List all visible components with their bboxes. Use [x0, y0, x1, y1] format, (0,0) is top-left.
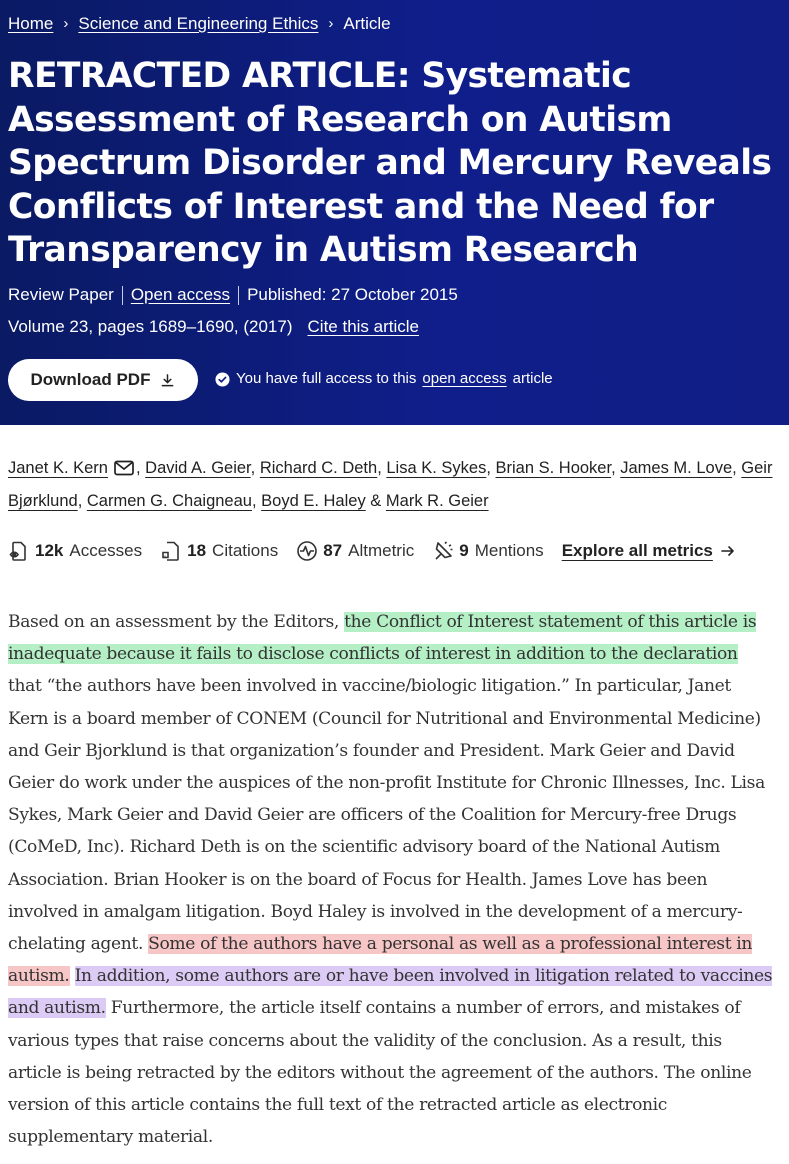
volume-info: Volume 23, pages 1689–1690, (2017) — [8, 317, 293, 336]
metric-mentions — [432, 538, 543, 564]
metric-accesses — [8, 538, 142, 564]
breadcrumb-current: Article — [343, 14, 391, 33]
author-link[interactable]: David A. Geier — [145, 459, 251, 477]
article-header — [0, 0, 789, 425]
divider — [238, 286, 239, 305]
explore-metrics-label: Explore all metrics — [561, 541, 713, 560]
article-meta — [8, 284, 458, 306]
accesses-label: Accesses — [69, 541, 143, 560]
highlight-red: Some of the authors have a personal as well as a professional interest in autism. — [8, 934, 753, 987]
open-access-link[interactable]: Open access — [130, 285, 231, 304]
access-open-access-link[interactable]: open access — [422, 370, 507, 387]
citations-value: 18 — [187, 541, 207, 560]
author-conjunction: & — [370, 491, 382, 510]
chevron-right-icon: › — [328, 15, 334, 32]
author-list: Janet K. Kern , David A. Geier, Richard C. Deth, Lisa K. Sykes, Brian S. Hooker, James M. Love, Geir Bjørklund, Carmen G. Chaigneau, Boyd E. Haley & Mark R. Geier — [8, 459, 773, 510]
breadcrumb-journal[interactable]: Science and Engineering Ethics — [78, 14, 319, 33]
author-link[interactable]: Carmen G. Chaigneau — [86, 491, 252, 510]
access-status — [215, 369, 553, 389]
article-citation-info — [8, 316, 419, 338]
breadcrumb — [8, 13, 391, 35]
arrow-right-icon — [721, 544, 735, 558]
check-circle-icon — [215, 372, 230, 387]
access-text-prefix: You have full access to this — [236, 370, 417, 387]
author-link[interactable]: Janet K. Kern — [8, 459, 108, 477]
body-text-main: that “the authors have been involved in vaccine/biologic litigation.” In particular, Janet Kern is a board member of CONEM (Council for Nutritional and Environmental Medicine) and Geir Bjorklund is that organization’s founder and President. Mark Geier and David Geier do work under the auspices of the non-profit Institute for Chronic Illnesses, Inc. Lisa Sykes, Mark Geier and David Geier are officers of the Coalition for Mercury-free Drugs (CoMeD, Inc). Richard Deth is on the scientific advisory board of the National Autism Association. Brian Hooker is on the board of Focus for Health. James Love has been involved in amalgam litigation. Boyd Haley is involved in the development of a mercury-chelating agent. — [8, 676, 765, 955]
retraction-notice — [8, 606, 776, 1153]
accesses-icon — [8, 540, 30, 562]
citations-icon — [160, 540, 182, 562]
altmetric-icon — [296, 540, 318, 562]
metric-citations — [160, 538, 278, 564]
body-text-conclusion: Furthermore, the article itself contains a number of errors, and mistakes of various types that raise concerns about the validity of the conclusion. As a result, this article is being retracted by the editors without the agreement of the authors. The online version of this article contains the full text of the retracted article as electronic supplementary material. — [8, 998, 752, 1148]
author-link[interactable]: Richard C. Deth — [259, 459, 378, 477]
published-date: Published: 27 October 2015 — [247, 285, 458, 304]
page-title: RETRACTED ARTICLE: Systematic Assessment of Research on Autism Spectrum Disorder and Mercury Reveals Conflicts of Interest and the Need for Transparency in Autism Research — [8, 56, 772, 270]
altmetric-value: 87 — [323, 541, 343, 560]
envelope-icon[interactable] — [114, 460, 134, 476]
author-link[interactable]: Lisa K. Sykes — [386, 459, 487, 477]
author-link[interactable]: Brian S. Hooker — [495, 459, 612, 477]
mentions-label: Mentions — [474, 541, 544, 560]
highlight-green: the Conflict of Interest statement of this article is inadequate because it fails to disclose conflicts of interest in addition to the declaration — [8, 612, 757, 665]
metric-altmetric — [296, 538, 414, 564]
download-pdf-label: Download PDF — [30, 370, 151, 389]
access-text-suffix: article — [512, 370, 553, 387]
highlight-purple: In addition, some authors are or have been involved in litigation related to vaccines and autism. — [8, 966, 773, 1019]
body-text-intro: Based on an assessment by the Editors, — [8, 612, 345, 632]
altmetric-label: Altmetric — [348, 541, 415, 560]
divider — [122, 286, 123, 305]
author-link[interactable]: Boyd E. Haley — [261, 491, 366, 510]
citations-label: Citations — [212, 541, 279, 560]
author-link[interactable]: Mark R. Geier — [385, 491, 489, 510]
cite-this-article-link[interactable]: Cite this article — [307, 317, 419, 336]
mentions-icon — [432, 540, 454, 562]
chevron-right-icon: › — [63, 15, 69, 32]
author-link[interactable]: Geir Bjørklund — [8, 459, 773, 510]
breadcrumb-home[interactable]: Home — [8, 14, 54, 33]
mentions-value: 9 — [459, 541, 469, 560]
author-link[interactable]: James M. Love — [620, 459, 733, 477]
accesses-value: 12k — [35, 541, 64, 560]
download-pdf-button[interactable] — [8, 359, 198, 401]
svg-text:“: “ — [163, 555, 167, 562]
download-icon — [160, 373, 175, 388]
metrics-bar — [8, 538, 735, 564]
explore-metrics-link[interactable] — [562, 538, 735, 564]
article-type: Review Paper — [8, 285, 114, 304]
